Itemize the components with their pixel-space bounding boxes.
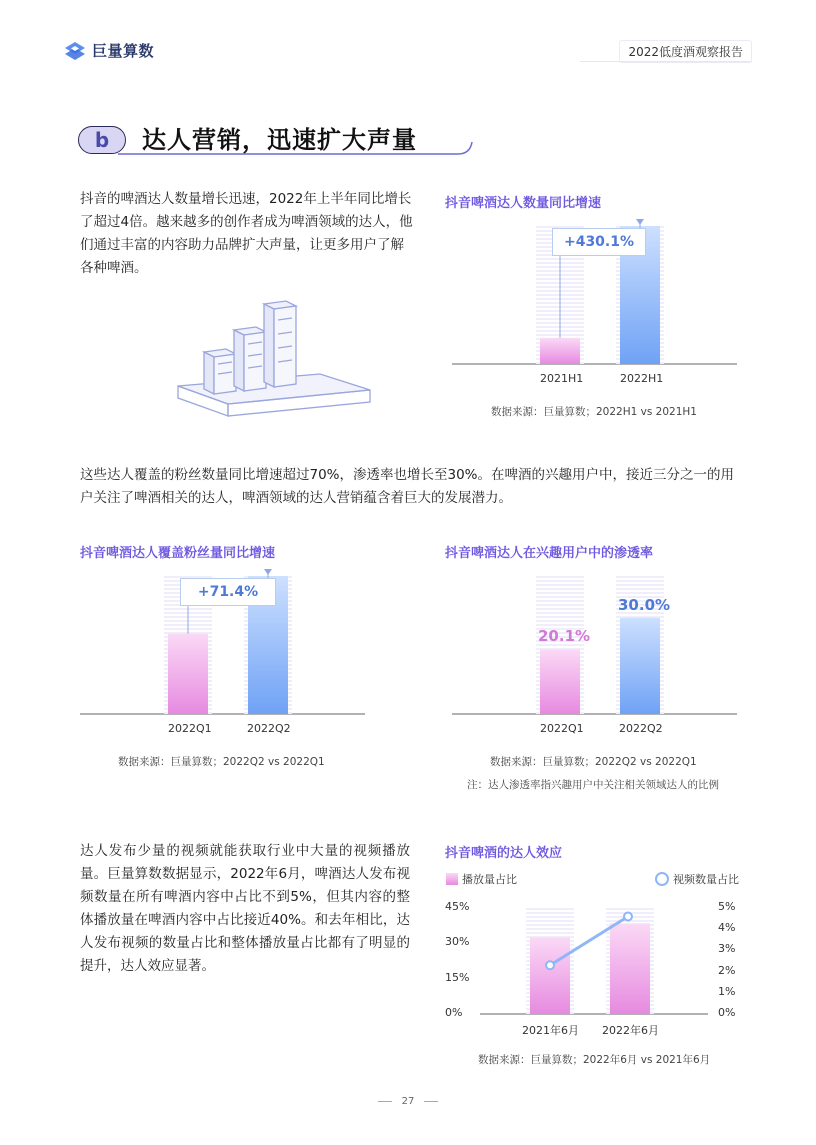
section-title: 达人营销，迅速扩大声量 xyxy=(142,126,417,154)
chart4-legend-line: 视频数量占比 xyxy=(655,871,739,887)
chart4-tick: 2021年6月 xyxy=(522,1024,579,1037)
chart2-tick: 2022Q2 xyxy=(247,722,291,735)
chart4-title: 抖音啤酒的达人效应 xyxy=(445,846,563,861)
legend-circle-icon xyxy=(655,872,669,886)
line-point xyxy=(546,961,554,969)
chart2-callout: +71.4% xyxy=(180,578,276,606)
section-underline xyxy=(118,140,474,158)
bar xyxy=(168,634,208,714)
chart4-plot xyxy=(440,896,740,1041)
chart3-value-label: 30.0% xyxy=(618,595,671,614)
right-axis-tick: 0% xyxy=(718,1006,736,1019)
section-badge: b xyxy=(78,126,126,154)
bar xyxy=(620,618,660,714)
chart3-tick: 2022Q2 xyxy=(619,722,663,735)
legend-swatch-icon xyxy=(446,873,458,885)
bar xyxy=(540,338,580,364)
section-heading xyxy=(78,118,473,156)
chart3-title: 抖音啤酒达人在兴趣用户中的渗透率 xyxy=(445,546,654,561)
left-axis-tick: 15% xyxy=(445,970,470,984)
report-title: 2022低度酒观察报告 xyxy=(619,40,752,63)
bar xyxy=(540,649,580,714)
paragraph-effect: 达人发布少量的视频就能获取行业中大量的视频播放量。巨量算数数据显示，2022年6月，啤酒达人发布视频数量在所有啤酒内容中占比不到5%，但其内容的整体播放量在啤酒内容中占比接近40%。和去年相比，达人发布视频的数量占比和整体播放量占比都有了明显的提升，达人效应显著。 xyxy=(80,843,410,974)
chart3-note: 注：达人渗透率指兴趣用户中关注相关领域达人的比例 xyxy=(467,779,719,791)
chart4-source: 数据来源：巨量算数；2022年6月 vs 2021年6月 xyxy=(478,1054,711,1066)
chart1-title: 抖音啤酒达人数量同比增速 xyxy=(445,196,602,211)
left-axis-tick: 0% xyxy=(445,1006,463,1019)
chart1-tick: 2021H1 xyxy=(540,372,584,385)
chart2-title: 抖音啤酒达人覆盖粉丝量同比增速 xyxy=(80,546,276,561)
right-axis-tick: 4% xyxy=(718,921,736,935)
chart2 xyxy=(80,564,365,744)
bar-chart-3d-icon xyxy=(170,294,400,424)
paragraph-intro: 抖音的啤酒达人数量增长迅速，2022年上半年同比增长了超过4倍。越来越多的创作者成为啤酒领域的达人，他们通过丰富的内容助力品牌扩大声量，让更多用户了解各种啤酒。 xyxy=(80,191,413,276)
right-axis-tick: 1% xyxy=(718,984,736,998)
chart1-callout: +430.1% xyxy=(552,228,646,256)
chart4-legend-bar: 播放量占比 xyxy=(446,871,517,887)
chart3-source: 数据来源：巨量算数；2022Q2 vs 2022Q1 xyxy=(490,756,697,768)
brand-name: 巨量算数 xyxy=(92,42,155,60)
chart2-source: 数据来源：巨量算数；2022Q2 vs 2022Q1 xyxy=(118,756,325,768)
header-divider xyxy=(580,61,752,62)
chart4 xyxy=(440,896,740,1041)
chart1-source: 数据来源：巨量算数；2022H1 vs 2021H1 xyxy=(491,406,697,418)
brand-logo xyxy=(64,40,154,61)
right-axis-tick: 3% xyxy=(718,942,736,956)
left-axis-tick: 45% xyxy=(445,900,470,913)
bar xyxy=(610,923,650,1014)
paragraph-fans: 这些达人覆盖的粉丝数量同比增速超过70%，渗透率也增长至30%。在啤酒的兴趣用户中，接近三分之一的用户关注了啤酒相关的达人，啤酒领域的达人营销蕴含着巨大的发展潜力。 xyxy=(80,467,735,506)
chart2-tick: 2022Q1 xyxy=(168,722,212,735)
left-axis-tick: 30% xyxy=(445,935,470,949)
brand-logo-icon xyxy=(64,41,86,61)
line-point xyxy=(624,912,632,920)
page-number: 27 xyxy=(0,1096,816,1107)
chart3 xyxy=(452,564,737,744)
right-axis-tick: 2% xyxy=(718,963,736,977)
chart1-tick: 2022H1 xyxy=(620,372,664,385)
bar xyxy=(530,937,570,1014)
chart3-value-label: 20.1% xyxy=(538,627,591,646)
callout-arrow-icon xyxy=(264,569,272,575)
chart1 xyxy=(452,214,737,394)
chart3-tick: 2022Q1 xyxy=(540,722,584,735)
right-axis-tick: 5% xyxy=(718,900,736,913)
chart3-plot xyxy=(452,564,737,744)
callout-arrow-icon xyxy=(636,219,644,225)
chart4-tick: 2022年6月 xyxy=(602,1024,659,1037)
